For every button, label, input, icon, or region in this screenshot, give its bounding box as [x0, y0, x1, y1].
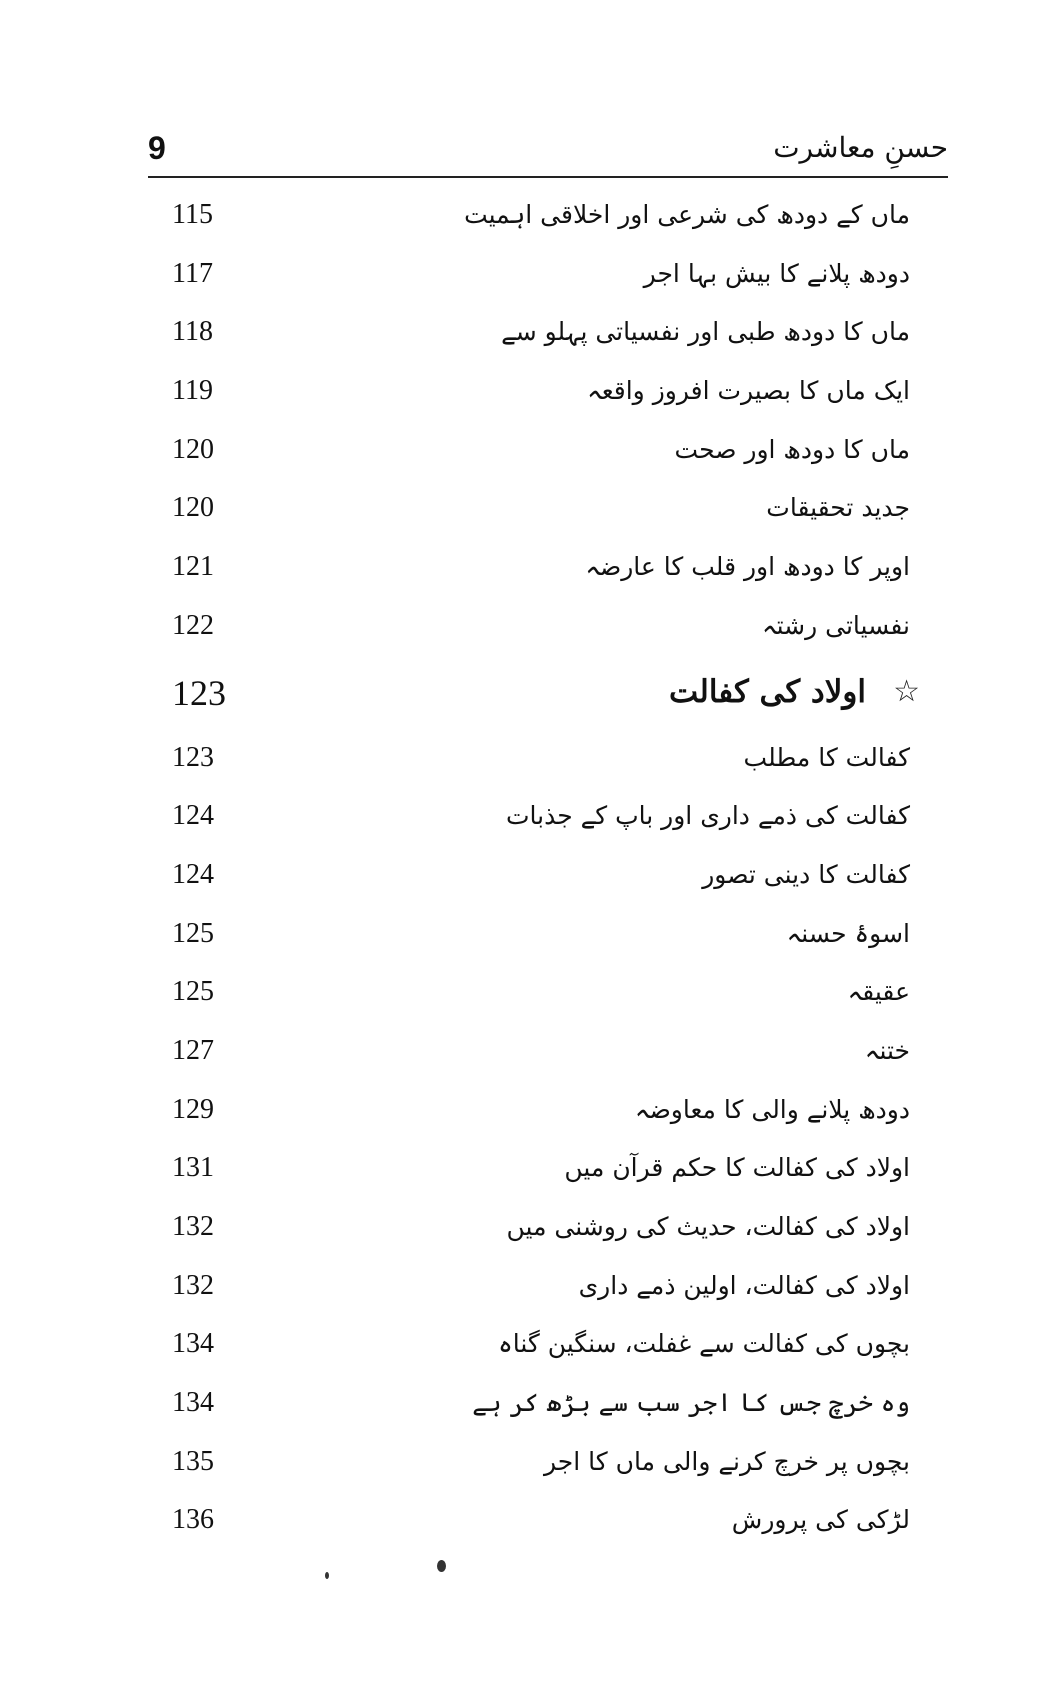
toc-page-number: 124 [172, 858, 214, 890]
toc-page-number: 122 [172, 609, 214, 641]
toc-entry [150, 963, 910, 1022]
toc-page-number: 132 [172, 1211, 214, 1242]
star-icon: ☆ [893, 673, 920, 709]
toc-title: جدید تحقیقات [766, 493, 910, 523]
page-number: 9 [148, 130, 166, 166]
toc-page-number: 120 [172, 433, 214, 465]
toc-entry [150, 597, 910, 656]
toc-page-number: 134 [172, 1387, 214, 1419]
running-title: حسنِ معاشرت [773, 131, 948, 164]
toc-title: کفالت کا مطلب [743, 742, 910, 772]
toc-title: اولاد کی کفالت، اولین ذمے داری [578, 1270, 910, 1300]
toc-title: بچوں کی کفالت سے غفلت، سنگین گناہ [498, 1329, 910, 1359]
toc-title: بچوں پر خرچ کرنے والی ماں کا اجر [544, 1446, 910, 1476]
toc-title: اسوۂ حسنہ [786, 918, 910, 948]
toc-page-number: 119 [172, 375, 213, 407]
toc-title: ماں کا دودھ اور صحت [674, 434, 910, 464]
toc-title: دودھ پلانے کا بیش بہا اجر [643, 258, 910, 288]
toc-page-number: 115 [172, 199, 213, 230]
table-of-contents [150, 186, 920, 1550]
toc-title: وہ خرچ جس کا اجر سب سے بڑھ کر ہے [472, 1388, 910, 1418]
toc-page-number: 136 [172, 1504, 214, 1536]
toc-title: دودھ پلانے والی کا معاوضہ [634, 1094, 910, 1124]
toc-entry [150, 1257, 910, 1316]
toc-title: اولاد کی کفالت [668, 673, 866, 710]
ink-speck [325, 1572, 329, 1579]
toc-entry [150, 846, 910, 905]
toc-page-number: 123 [172, 741, 214, 773]
toc-title: عقیقہ [847, 977, 910, 1007]
toc-title: لڑکی کی پرورش [731, 1505, 910, 1535]
toc-page-number: 132 [172, 1269, 214, 1301]
toc-title: ماں کا دودھ طبی اور نفسیاتی پہلو سے [501, 317, 910, 347]
toc-page-number: 117 [172, 257, 213, 289]
toc-entry [150, 538, 910, 597]
toc-entry [150, 1374, 910, 1433]
toc-title: ماں کے دودھ کی شرعی اور اخلاقی اہمیت [464, 200, 910, 229]
toc-page-number: 129 [172, 1093, 214, 1125]
toc-entry [150, 905, 910, 964]
toc-page-number: 120 [172, 492, 214, 524]
toc-page-number: 125 [172, 917, 214, 949]
toc-entry [150, 479, 910, 538]
toc-entry [150, 1139, 910, 1198]
toc-title: اولاد کی کفالت، حدیث کی روشنی میں [506, 1212, 910, 1241]
toc-page-number: 134 [172, 1328, 214, 1360]
toc-page-number: 131 [172, 1152, 214, 1184]
toc-section-entry [150, 656, 920, 729]
toc-title: کفالت کا دینی تصور [702, 859, 910, 889]
toc-page-number: 123 [172, 672, 226, 713]
toc-title: ختنہ [864, 1035, 910, 1065]
header-rule [148, 176, 948, 178]
toc-entry [150, 186, 910, 245]
toc-entry [150, 303, 910, 362]
ink-speck [437, 1560, 446, 1572]
toc-entry [150, 729, 910, 788]
toc-entry [150, 1081, 910, 1140]
toc-entry [150, 1198, 910, 1257]
toc-entry [150, 362, 910, 421]
toc-entry [150, 245, 910, 304]
toc-entry [150, 787, 910, 846]
toc-title: اولاد کی کفالت کا حکم قرآن میں [564, 1153, 910, 1183]
toc-entry [150, 1433, 910, 1492]
toc-page-number: 121 [172, 551, 214, 583]
toc-title: نفسیاتی رشتہ [761, 610, 910, 640]
toc-page-number: 118 [172, 316, 213, 348]
toc-entry [150, 1491, 910, 1550]
toc-page-number: 135 [172, 1445, 214, 1477]
toc-entry [150, 1022, 910, 1081]
toc-entry [150, 421, 910, 480]
toc-title: کفالت کی ذمے داری اور باپ کے جذبات [505, 801, 910, 831]
toc-entry [150, 1315, 910, 1374]
toc-page-number: 125 [172, 976, 214, 1008]
toc-page-number: 124 [172, 800, 214, 832]
toc-page-number: 127 [172, 1034, 214, 1066]
page-header [148, 128, 948, 180]
toc-title: اوپر کا دودھ اور قلب کا عارضہ [585, 552, 910, 582]
toc-title: ایک ماں کا بصیرت افروز واقعہ [587, 376, 910, 406]
